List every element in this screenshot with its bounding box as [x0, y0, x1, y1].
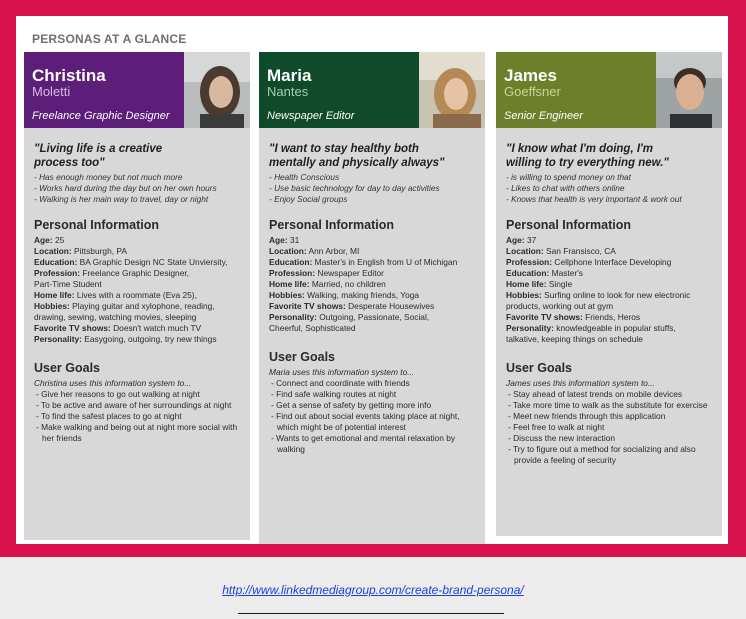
info-row: Hobbies: Playing guitar and xylophone, reading,: [34, 301, 215, 311]
persona-sheet: [16, 16, 728, 544]
info-row: Age: 31: [269, 235, 300, 245]
source-link[interactable]: http://www.linkedmediagroup.com/create-brand-persona/: [222, 583, 524, 597]
info-row: Age: 25: [34, 235, 65, 245]
goal-item: - Take more time to walk as the substitute for exercise: [508, 400, 708, 410]
persona-first-name: Maria: [267, 66, 312, 85]
goals-list: [506, 389, 712, 466]
info-row: Education: Master's: [506, 268, 583, 278]
goal-item: - Feel free to walk at night: [508, 422, 605, 432]
goals-intro: Christina uses this information system to...: [34, 378, 192, 388]
user-goals-heading: User Goals: [506, 361, 573, 375]
info-row: drawing, sewing, watching movies, sleeping: [34, 312, 197, 322]
persona-quote: [506, 142, 712, 170]
goal-item: - Get a sense of safety by getting more info: [271, 400, 432, 410]
personal-info-list: [34, 235, 240, 345]
personal-info-heading: Personal Information: [269, 218, 395, 232]
persona-header: [496, 52, 722, 128]
persona-last-name: Goeffsner: [504, 84, 561, 99]
info-row: products, working out at gym: [506, 301, 614, 311]
quote-points: [506, 172, 712, 205]
info-row: Education: Master's in English from U of Michigan: [269, 257, 458, 267]
persona-card-christina: [24, 52, 250, 540]
info-row: Location: Pittsburgh, PA: [34, 246, 127, 256]
persona-first-name: James: [504, 66, 557, 85]
info-row: Location: San Fransisco, CA: [506, 246, 616, 256]
persona-card-maria: [259, 52, 485, 544]
info-row: Favorite TV shows: Friends, Heros: [506, 312, 641, 322]
info-row: Home life: Married, no children: [269, 279, 386, 289]
goal-item: - Find out about social events taking place at night, which might be of potential interest: [271, 411, 460, 432]
quote-points: [269, 172, 475, 205]
info-row: Profession: Cellphone Interface Developing: [506, 257, 672, 267]
info-row: Age: 37: [506, 235, 537, 245]
info-row: Hobbies: Walking, making friends, Yoga: [269, 290, 420, 300]
personal-info-heading: Personal Information: [34, 218, 160, 232]
goal-item: - Wants to get emotional and mental relaxation by walking: [271, 433, 456, 454]
quote-point: - Knows that health is very important & work out: [506, 194, 682, 204]
quote-point: - Use basic technology for day to day activities: [269, 183, 440, 193]
personal-info-list: [506, 235, 712, 345]
quote-line: willing to try everything new.": [506, 157, 669, 169]
goals-list: [34, 389, 240, 444]
info-row: talkative, keeping things on schedule: [506, 334, 643, 344]
quote-line: "I know what I'm doing, I'm: [506, 143, 654, 155]
persona-role: Freelance Graphic Designer: [32, 110, 170, 122]
info-row: Cheerful, Sophisticated: [269, 323, 356, 333]
quote-line: process too": [34, 157, 105, 169]
persona-quote: [34, 142, 240, 170]
portrait-photo-maria: [419, 52, 485, 128]
persona-header: [259, 52, 485, 128]
persona-role: Senior Engineer: [504, 110, 583, 122]
persona-role: Newspaper Editor: [267, 110, 355, 122]
goal-item: - Stay ahead of latest trends on mobile devices: [508, 389, 683, 399]
goal-item: - Find safe walking routes at night: [271, 389, 397, 399]
quote-point: - Health Conscious: [269, 172, 340, 182]
info-row: Personality: Easygoing, outgoing, try new things: [34, 334, 217, 344]
info-row: Location: Ann Arbor, MI: [269, 246, 360, 256]
quote-point: - Has enough money but not much more: [34, 172, 183, 182]
info-row: Home life: Single: [506, 279, 573, 289]
info-row: Personality: knowledgeable in popular stuffs,: [506, 323, 676, 333]
goal-item: - To find the safest places to go at night: [36, 411, 182, 421]
quote-points: [34, 172, 240, 205]
persona-header: [24, 52, 250, 128]
persona-quote: [269, 142, 475, 170]
goals-intro: Maria uses this information system to...: [269, 367, 415, 377]
user-goals-heading: User Goals: [34, 361, 101, 375]
portrait-photo-christina: [184, 52, 250, 128]
quote-point: - Walking is her main way to travel, day or night: [34, 194, 209, 204]
personal-info-heading: Personal Information: [506, 218, 632, 232]
personal-info-list: [269, 235, 475, 334]
goal-item: - Connect and coordinate with friends: [271, 378, 410, 388]
goals-list: [269, 378, 475, 455]
quote-point: - Likes to chat with others online: [506, 183, 625, 193]
goal-item: - Meet new friends through this application: [508, 411, 666, 421]
quote-line: mentally and physically always": [269, 157, 445, 169]
page-title: PERSONAS AT A GLANCE: [32, 32, 187, 46]
persona-last-name: Moletti: [32, 84, 71, 99]
goal-item: - Try to figure out a method for socializing and also provide a feeling of security: [508, 444, 696, 465]
quote-line: "Living life is a creative: [34, 143, 163, 155]
info-row: Favorite TV shows: Desperate Housewives: [269, 301, 435, 311]
info-row: Part-Time Student: [34, 279, 102, 289]
persona-last-name: Nantes: [267, 84, 309, 99]
persona-first-name: Christina: [32, 66, 106, 85]
info-row: Profession: Freelance Graphic Designer,: [34, 268, 190, 278]
quote-point: - Enjoy Social groups: [269, 194, 348, 204]
info-row: Favorite TV shows: Doesn't watch much TV: [34, 323, 202, 333]
info-row: Home life: Lives with a roommate (Eva 25),: [34, 290, 197, 300]
info-row: Hobbies: Surfing online to look for new electronic: [506, 290, 691, 300]
quote-point: - is willing to spend money on that: [506, 172, 631, 182]
goal-item: - Make walking and being out at night more social with her friends: [36, 422, 238, 443]
user-goals-heading: User Goals: [269, 350, 336, 364]
goal-item: - To be active and aware of her surroundings at night: [36, 400, 232, 410]
footer-divider: [238, 613, 504, 614]
goals-intro: James uses this information system to...: [506, 378, 655, 388]
info-row: Personality: Outgoing, Passionate, Social,: [269, 312, 430, 322]
portrait-photo-james: [656, 52, 722, 128]
quote-point: - Works hard during the day but on her own hours: [34, 183, 217, 193]
quote-line: "I want to stay healthy both: [269, 143, 419, 155]
info-row: Education: BA Graphic Design NC State Unviersity,: [34, 257, 228, 267]
goal-item: - Give her reasons to go out walking at night: [36, 389, 200, 399]
info-row: Profession: Newspaper Editor: [269, 268, 384, 278]
goal-item: - Discuss the new interaction: [508, 433, 616, 443]
persona-card-james: [496, 52, 722, 536]
